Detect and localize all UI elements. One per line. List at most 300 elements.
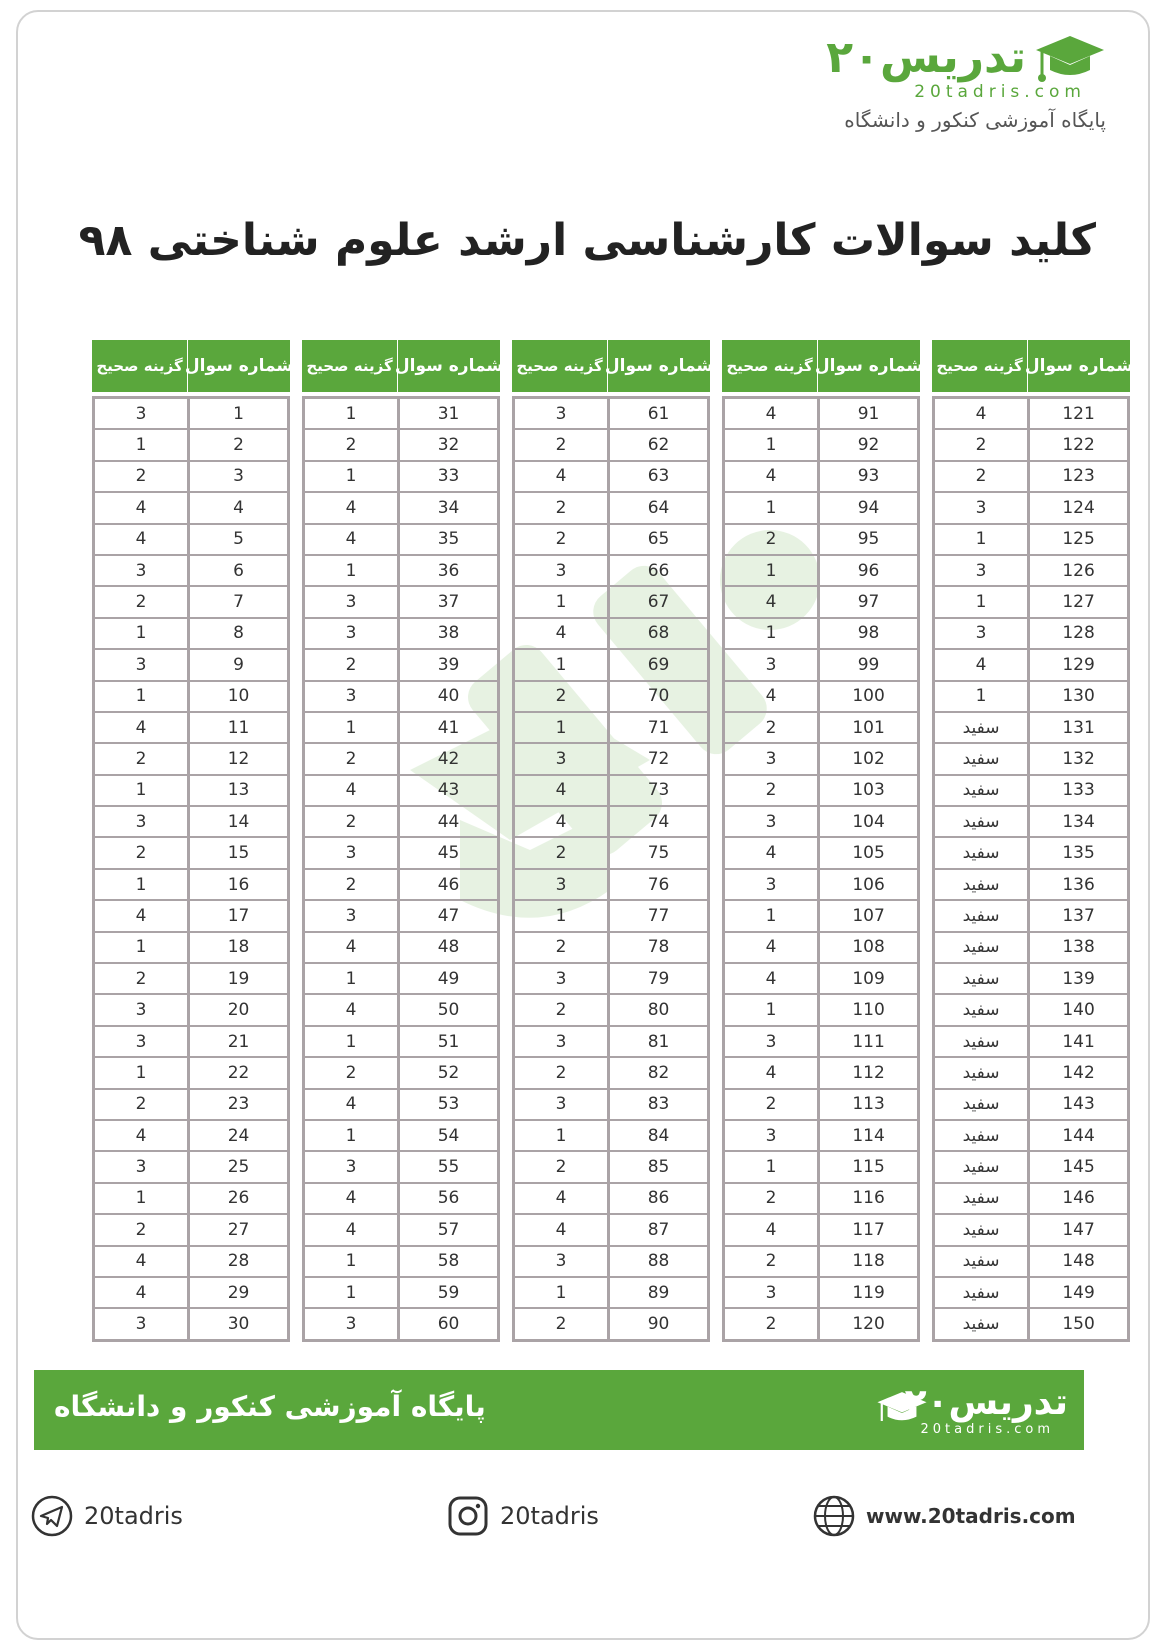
table-row — [725, 1121, 917, 1152]
telegram-icon — [30, 1494, 74, 1538]
correct-option-cell: 3 — [555, 968, 567, 989]
correct-option-cell: 2 — [765, 780, 777, 801]
correct-option-cell: 1 — [555, 717, 567, 738]
correct-option-cell: 1 — [135, 435, 147, 456]
banner-url: 20tadris.com — [920, 1422, 1054, 1437]
table-row — [935, 1309, 1127, 1338]
header-correct-option: گزینه صحیح — [306, 357, 393, 375]
correct-option-cell: 4 — [555, 623, 567, 644]
question-number-cell: 79 — [607, 964, 707, 993]
table-row — [935, 462, 1127, 493]
question-number-cell: 14 — [187, 807, 287, 836]
question-number-cell: 35 — [397, 525, 497, 554]
table-row — [515, 744, 707, 775]
table-row — [515, 776, 707, 807]
correct-option-cell: 1 — [345, 717, 357, 738]
table-row — [725, 807, 917, 838]
table-row — [515, 838, 707, 869]
table-row — [515, 430, 707, 461]
question-number-cell: 19 — [187, 964, 287, 993]
table-row — [95, 650, 287, 681]
correct-option-cell: 2 — [135, 466, 147, 487]
table-row — [935, 682, 1127, 713]
correct-option-cell: 1 — [135, 623, 147, 644]
table-row — [515, 995, 707, 1026]
correct-option-cell: 3 — [765, 1282, 777, 1303]
table-header — [932, 340, 1134, 392]
correct-option-cell: 4 — [765, 937, 777, 958]
question-number-cell: 74 — [607, 807, 707, 836]
correct-option-cell: 3 — [555, 403, 567, 424]
correct-option-cell: 4 — [135, 1282, 147, 1303]
table-body — [722, 396, 920, 1342]
table-row — [305, 1121, 497, 1152]
correct-option-cell: 3 — [345, 592, 357, 613]
table-row — [515, 1027, 707, 1058]
answer-table-2 — [302, 340, 504, 1342]
correct-option-cell: 1 — [765, 1000, 777, 1021]
question-number-cell: 87 — [607, 1215, 707, 1244]
table-row — [725, 399, 917, 430]
question-number-cell: 53 — [397, 1090, 497, 1119]
table-row — [95, 870, 287, 901]
question-number-cell: 18 — [187, 933, 287, 962]
table-row — [95, 964, 287, 995]
question-number-cell: 91 — [817, 399, 917, 428]
correct-option-cell: 3 — [555, 1031, 567, 1052]
table-row — [305, 587, 497, 618]
correct-option-cell: 3 — [345, 623, 357, 644]
correct-option-cell: 4 — [345, 1000, 357, 1021]
question-number-cell: 147 — [1027, 1215, 1127, 1244]
correct-option-cell: سفید — [962, 843, 1000, 864]
table-row — [95, 1121, 287, 1152]
website-url: www.20tadris.com — [866, 1504, 1076, 1528]
table-row — [725, 1215, 917, 1246]
correct-option-cell: سفید — [962, 748, 1000, 769]
correct-option-cell: 1 — [765, 497, 777, 518]
correct-option-cell: 2 — [345, 1062, 357, 1083]
table-row — [725, 1027, 917, 1058]
table-body — [302, 396, 500, 1342]
question-number-cell: 132 — [1027, 744, 1127, 773]
question-number-cell: 124 — [1027, 493, 1127, 522]
correct-option-cell: 1 — [975, 592, 987, 613]
header-question-number: شماره سوال — [187, 340, 290, 392]
correct-option-cell: 2 — [555, 843, 567, 864]
table-row — [515, 1247, 707, 1278]
correct-option-cell: 4 — [345, 1188, 357, 1209]
question-number-cell: 89 — [607, 1278, 707, 1307]
question-number-cell: 22 — [187, 1058, 287, 1087]
header-question-number: شماره سوال — [1027, 340, 1130, 392]
correct-option-cell: 4 — [765, 592, 777, 613]
table-row — [725, 525, 917, 556]
question-number-cell: 96 — [817, 556, 917, 585]
instagram-handle: 20tadris — [500, 1502, 599, 1530]
question-number-cell: 62 — [607, 430, 707, 459]
question-number-cell: 30 — [187, 1309, 287, 1338]
correct-option-cell: 4 — [975, 654, 987, 675]
question-number-cell: 77 — [607, 901, 707, 930]
correct-option-cell: 1 — [555, 1125, 567, 1146]
table-row — [305, 399, 497, 430]
table-row — [95, 1090, 287, 1121]
table-row — [515, 399, 707, 430]
correct-option-cell: 2 — [765, 1251, 777, 1272]
question-number-cell: 45 — [397, 838, 497, 867]
question-number-cell: 47 — [397, 901, 497, 930]
correct-option-cell: 4 — [135, 905, 147, 926]
banner-tagline: پایگاه آموزشی کنکور و دانشگاه — [54, 1390, 486, 1423]
correct-option-cell: 2 — [975, 435, 987, 456]
table-row — [95, 1278, 287, 1309]
telegram-link[interactable] — [30, 1488, 183, 1544]
question-number-cell: 2 — [187, 430, 287, 459]
correct-option-cell: 2 — [345, 435, 357, 456]
table-row — [305, 462, 497, 493]
question-number-cell: 33 — [397, 462, 497, 491]
correct-option-cell: سفید — [962, 1125, 1000, 1146]
question-number-cell: 64 — [607, 493, 707, 522]
correct-option-cell: 1 — [135, 874, 147, 895]
table-row — [935, 901, 1127, 932]
correct-option-cell: 2 — [765, 1314, 777, 1335]
table-row — [935, 964, 1127, 995]
correct-option-cell: 1 — [765, 435, 777, 456]
question-number-cell: 102 — [817, 744, 917, 773]
correct-option-cell: 3 — [765, 748, 777, 769]
correct-option-cell: 1 — [765, 560, 777, 581]
table-row — [305, 933, 497, 964]
question-number-cell: 9 — [187, 650, 287, 679]
question-number-cell: 137 — [1027, 901, 1127, 930]
table-row — [935, 1121, 1127, 1152]
correct-option-cell: 1 — [765, 623, 777, 644]
answer-table-3 — [512, 340, 714, 1342]
correct-option-cell: 1 — [345, 403, 357, 424]
table-row — [935, 1090, 1127, 1121]
question-number-cell: 98 — [817, 619, 917, 648]
table-body — [92, 396, 290, 1342]
question-number-cell: 51 — [397, 1027, 497, 1056]
table-row — [725, 1247, 917, 1278]
table-row — [305, 1058, 497, 1089]
table-row — [725, 462, 917, 493]
question-number-cell: 112 — [817, 1058, 917, 1087]
table-row — [515, 1309, 707, 1338]
question-number-cell: 150 — [1027, 1309, 1127, 1338]
table-row — [95, 556, 287, 587]
question-number-cell: 15 — [187, 838, 287, 867]
instagram-link[interactable] — [446, 1488, 599, 1544]
globe-icon — [812, 1494, 856, 1538]
table-row — [305, 682, 497, 713]
table-row — [725, 493, 917, 524]
brand-logo — [826, 32, 1106, 142]
footer-banner — [34, 1370, 1084, 1450]
correct-option-cell: 2 — [555, 1000, 567, 1021]
table-row — [725, 744, 917, 775]
table-row — [935, 1247, 1127, 1278]
question-number-cell: 3 — [187, 462, 287, 491]
correct-option-cell: 1 — [765, 1157, 777, 1178]
table-row — [95, 462, 287, 493]
question-number-cell: 4 — [187, 493, 287, 522]
question-number-cell: 10 — [187, 682, 287, 711]
correct-option-cell: 3 — [765, 1125, 777, 1146]
question-number-cell: 50 — [397, 995, 497, 1024]
table-row — [95, 1184, 287, 1215]
question-number-cell: 28 — [187, 1247, 287, 1276]
question-number-cell: 146 — [1027, 1184, 1127, 1213]
table-row — [305, 1184, 497, 1215]
question-number-cell: 25 — [187, 1152, 287, 1181]
correct-option-cell: سفید — [962, 1219, 1000, 1240]
table-row — [305, 493, 497, 524]
header-correct-option: گزینه صحیح — [516, 357, 603, 375]
question-number-cell: 72 — [607, 744, 707, 773]
table-row — [935, 744, 1127, 775]
correct-option-cell: 2 — [555, 1062, 567, 1083]
question-number-cell: 127 — [1027, 587, 1127, 616]
table-row — [935, 430, 1127, 461]
table-row — [515, 556, 707, 587]
correct-option-cell: سفید — [962, 1062, 1000, 1083]
correct-option-cell: 3 — [345, 1157, 357, 1178]
table-row — [725, 933, 917, 964]
table-row — [305, 525, 497, 556]
table-row — [95, 901, 287, 932]
header-correct-option: گزینه صحیح — [726, 357, 813, 375]
table-row — [725, 870, 917, 901]
correct-option-cell: سفید — [962, 1094, 1000, 1115]
question-number-cell: 83 — [607, 1090, 707, 1119]
table-body — [512, 396, 710, 1342]
table-row — [305, 650, 497, 681]
table-row — [95, 1027, 287, 1058]
correct-option-cell: 1 — [135, 1188, 147, 1209]
table-row — [935, 933, 1127, 964]
question-number-cell: 16 — [187, 870, 287, 899]
correct-option-cell: 2 — [555, 529, 567, 550]
table-row — [95, 1152, 287, 1183]
question-number-cell: 57 — [397, 1215, 497, 1244]
correct-option-cell: سفید — [962, 717, 1000, 738]
question-number-cell: 133 — [1027, 776, 1127, 805]
question-number-cell: 142 — [1027, 1058, 1127, 1087]
question-number-cell: 101 — [817, 713, 917, 742]
question-number-cell: 118 — [817, 1247, 917, 1276]
question-number-cell: 68 — [607, 619, 707, 648]
table-row — [305, 430, 497, 461]
question-number-cell: 75 — [607, 838, 707, 867]
table-row — [935, 1152, 1127, 1183]
question-number-cell: 130 — [1027, 682, 1127, 711]
table-row — [935, 1184, 1127, 1215]
question-number-cell: 108 — [817, 933, 917, 962]
correct-option-cell: سفید — [962, 1282, 1000, 1303]
correct-option-cell: 2 — [765, 529, 777, 550]
correct-option-cell: 1 — [345, 1031, 357, 1052]
correct-option-cell: 2 — [555, 686, 567, 707]
question-number-cell: 37 — [397, 587, 497, 616]
correct-option-cell: 4 — [765, 466, 777, 487]
table-row — [725, 713, 917, 744]
correct-option-cell: 4 — [345, 497, 357, 518]
correct-option-cell: 3 — [555, 1251, 567, 1272]
correct-option-cell: 3 — [135, 1031, 147, 1052]
question-number-cell: 140 — [1027, 995, 1127, 1024]
table-row — [515, 587, 707, 618]
table-row — [935, 1215, 1127, 1246]
question-number-cell: 149 — [1027, 1278, 1127, 1307]
table-row — [95, 1247, 287, 1278]
correct-option-cell: 2 — [555, 435, 567, 456]
correct-option-cell: سفید — [962, 905, 1000, 926]
table-row — [515, 619, 707, 650]
question-number-cell: 59 — [397, 1278, 497, 1307]
table-body — [932, 396, 1130, 1342]
question-number-cell: 82 — [607, 1058, 707, 1087]
website-link[interactable] — [812, 1488, 1076, 1544]
question-number-cell: 121 — [1027, 399, 1127, 428]
correct-option-cell: 2 — [345, 654, 357, 675]
table-row — [725, 838, 917, 869]
question-number-cell: 49 — [397, 964, 497, 993]
question-number-cell: 136 — [1027, 870, 1127, 899]
table-row — [935, 838, 1127, 869]
correct-option-cell: 2 — [135, 968, 147, 989]
correct-option-cell: 3 — [345, 686, 357, 707]
correct-option-cell: 4 — [555, 811, 567, 832]
table-row — [305, 619, 497, 650]
correct-option-cell: 4 — [345, 529, 357, 550]
question-number-cell: 52 — [397, 1058, 497, 1087]
correct-option-cell: سفید — [962, 1157, 1000, 1178]
correct-option-cell: 3 — [975, 560, 987, 581]
correct-option-cell: 4 — [135, 529, 147, 550]
question-number-cell: 29 — [187, 1278, 287, 1307]
table-row — [515, 807, 707, 838]
question-number-cell: 145 — [1027, 1152, 1127, 1181]
header-correct-option: گزینه صحیح — [96, 357, 183, 375]
table-row — [515, 933, 707, 964]
correct-option-cell: 3 — [345, 905, 357, 926]
header-question-number: شماره سوال — [397, 340, 500, 392]
graduation-cap-icon — [1034, 32, 1106, 84]
question-number-cell: 63 — [607, 462, 707, 491]
question-number-cell: 44 — [397, 807, 497, 836]
correct-option-cell: 1 — [555, 592, 567, 613]
table-row — [935, 493, 1127, 524]
table-row — [305, 744, 497, 775]
table-row — [935, 776, 1127, 807]
correct-option-cell: سفید — [962, 1000, 1000, 1021]
table-row — [95, 525, 287, 556]
brand-tagline: پایگاه آموزشی کنکور و دانشگاه — [844, 108, 1106, 132]
question-number-cell: 141 — [1027, 1027, 1127, 1056]
table-row — [725, 1152, 917, 1183]
correct-option-cell: 2 — [345, 748, 357, 769]
question-number-cell: 99 — [817, 650, 917, 679]
question-number-cell: 12 — [187, 744, 287, 773]
correct-option-cell: 3 — [555, 560, 567, 581]
correct-option-cell: 3 — [135, 1157, 147, 1178]
correct-option-cell: 4 — [555, 1219, 567, 1240]
table-row — [515, 901, 707, 932]
table-row — [95, 493, 287, 524]
question-number-cell: 128 — [1027, 619, 1127, 648]
question-number-cell: 139 — [1027, 964, 1127, 993]
table-row — [515, 525, 707, 556]
answer-table-5 — [932, 340, 1134, 1342]
correct-option-cell: 1 — [135, 686, 147, 707]
correct-option-cell: سفید — [962, 968, 1000, 989]
table-row — [935, 650, 1127, 681]
question-number-cell: 129 — [1027, 650, 1127, 679]
question-number-cell: 6 — [187, 556, 287, 585]
table-row — [935, 807, 1127, 838]
correct-option-cell: 2 — [765, 1094, 777, 1115]
table-row — [725, 1184, 917, 1215]
table-row — [305, 556, 497, 587]
question-number-cell: 117 — [817, 1215, 917, 1244]
question-number-cell: 113 — [817, 1090, 917, 1119]
question-number-cell: 85 — [607, 1152, 707, 1181]
table-row — [305, 870, 497, 901]
table-row — [95, 776, 287, 807]
question-number-cell: 97 — [817, 587, 917, 616]
question-number-cell: 5 — [187, 525, 287, 554]
table-row — [515, 1215, 707, 1246]
correct-option-cell: 1 — [345, 560, 357, 581]
correct-option-cell: 1 — [975, 529, 987, 550]
correct-option-cell: 2 — [555, 497, 567, 518]
correct-option-cell: 4 — [555, 1188, 567, 1209]
table-row — [725, 587, 917, 618]
question-number-cell: 69 — [607, 650, 707, 679]
correct-option-cell: سفید — [962, 937, 1000, 958]
correct-option-cell: 3 — [765, 874, 777, 895]
correct-option-cell: 4 — [975, 403, 987, 424]
table-row — [935, 587, 1127, 618]
correct-option-cell: 4 — [345, 1094, 357, 1115]
header-correct-option: گزینه صحیح — [936, 357, 1023, 375]
table-row — [725, 776, 917, 807]
table-row — [935, 870, 1127, 901]
table-row — [95, 399, 287, 430]
question-number-cell: 60 — [397, 1309, 497, 1338]
question-number-cell: 21 — [187, 1027, 287, 1056]
question-number-cell: 48 — [397, 933, 497, 962]
correct-option-cell: 3 — [765, 1031, 777, 1052]
table-row — [515, 650, 707, 681]
header-question-number: شماره سوال — [817, 340, 920, 392]
question-number-cell: 55 — [397, 1152, 497, 1181]
answer-table-4 — [722, 340, 924, 1342]
correct-option-cell: سفید — [962, 780, 1000, 801]
table-row — [95, 744, 287, 775]
correct-option-cell: 3 — [135, 403, 147, 424]
correct-option-cell: 3 — [135, 1000, 147, 1021]
question-number-cell: 20 — [187, 995, 287, 1024]
table-row — [515, 462, 707, 493]
question-number-cell: 144 — [1027, 1121, 1127, 1150]
question-number-cell: 42 — [397, 744, 497, 773]
correct-option-cell: 1 — [975, 686, 987, 707]
correct-option-cell: 4 — [765, 1219, 777, 1240]
